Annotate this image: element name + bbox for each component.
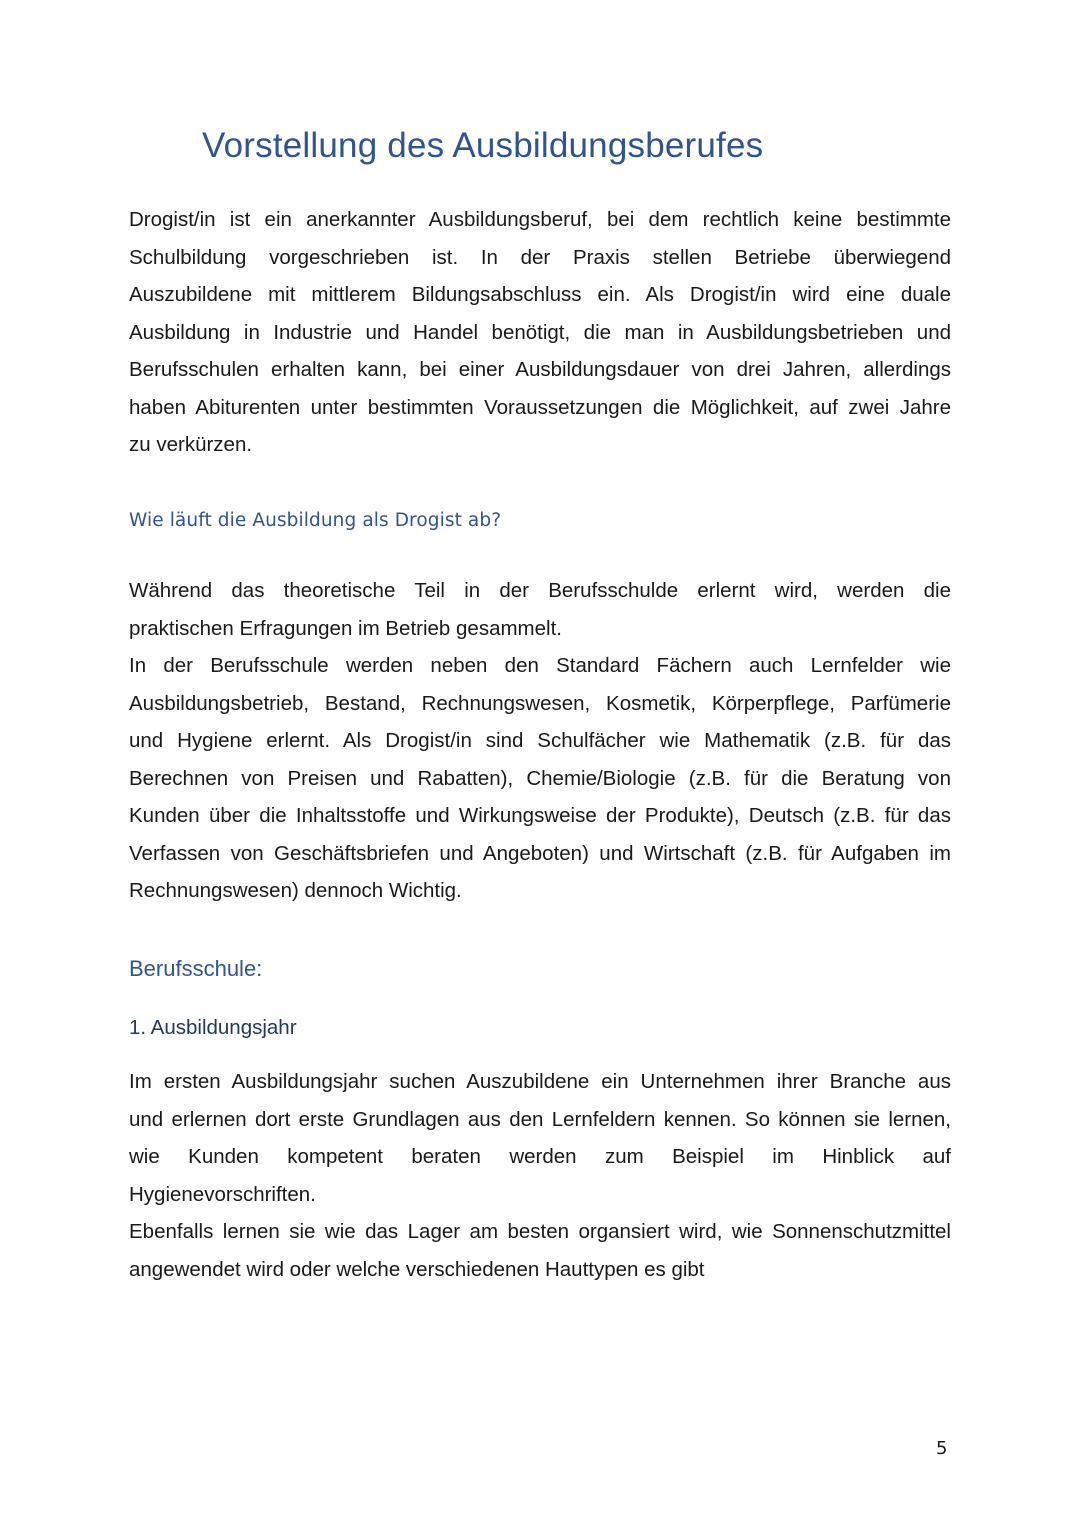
page-number: 5	[936, 1438, 948, 1459]
ablauf-paragraph	[129, 572, 951, 910]
text-line: Ausbildungsbetrieb, Bestand, Rechnungswesen, Kosmetik, Körperpflege, Parfümerie	[129, 691, 951, 715]
page-title: Vorstellung des Ausbildungsberufes	[202, 126, 764, 165]
text-line: angewendet wird oder welche verschiedenen Hauttypen es gibt	[129, 1257, 705, 1281]
text-line: haben Abiturenten unter bestimmten Voraussetzungen die Möglichkeit, auf zwei Jahre	[129, 395, 951, 419]
text-line: und erlernen dort erste Grundlagen aus den Lernfeldern kennen. So können sie lernen,	[129, 1107, 951, 1131]
text-line: Drogist/in ist ein anerkannter Ausbildungsberuf, bei dem rechtlich keine bestimmte	[129, 208, 951, 231]
text-line: Im ersten Ausbildungsjahr suchen Auszubildene ein Unternehmen ihrer Branche aus	[129, 1070, 951, 1093]
text-line: und Hygiene erlernt. Als Drogist/in sind Schulfächer wie Mathematik (z.B. für das	[129, 729, 951, 752]
intro-paragraph	[129, 201, 951, 464]
text-line: Während das theoretische Teil in der Berufsschulde erlernt wird, werden die	[129, 579, 951, 602]
text-line: praktischen Erfragungen im Betrieb gesammelt.	[129, 616, 562, 640]
text-line: Berechnen von Preisen und Rabatten), Chemie/Biologie (z.B. für die Beratung von	[129, 766, 951, 790]
section-heading-ablauf: Wie läuft die Ausbildung als Drogist ab?	[129, 510, 502, 531]
text-line: Ausbildung in Industrie und Handel benötigt, die man in Ausbildungsbetrieben und	[129, 320, 951, 344]
text-line: Kunden über die Inhaltsstoffe und Wirkungsweise der Produkte), Deutsch (z.B. für das	[129, 804, 951, 827]
text-line: Hygienevorschriften.	[129, 1182, 316, 1206]
text-line: wie Kunden kompetent beraten werden zum Beispiel im Hinblick auf	[129, 1145, 951, 1168]
text-line: Berufsschulen erhalten kann, bei einer Ausbildungsdauer von drei Jahren, allerdings	[129, 358, 951, 381]
text-line: Schulbildung vorgeschrieben ist. In der Praxis stellen Betriebe überwiegend	[129, 245, 951, 269]
ausbildungsjahr-paragraph	[129, 1063, 951, 1288]
text-line: Ebenfalls lernen sie wie das Lager am besten organsiert wird, wie Sonnenschutzmittel	[129, 1220, 951, 1243]
text-line: In der Berufsschule werden neben den Standard Fächern auch Lernfelder wie	[129, 654, 951, 677]
section-heading-berufsschule: Berufsschule:	[129, 956, 263, 981]
text-line: Rechnungswesen) dennoch Wichtig.	[129, 879, 462, 902]
text-line: zu verkürzen.	[129, 433, 253, 456]
text-line: Auszubildene mit mittlerem Bildungsabschluss ein. Als Drogist/in wird eine duale	[129, 283, 951, 306]
text-line: Verfassen von Geschäftsbriefen und Angeboten) und Wirtschaft (z.B. für Aufgaben im	[129, 841, 951, 865]
section-heading-ausbildungsjahr: 1. Ausbildungsjahr	[129, 1016, 297, 1039]
